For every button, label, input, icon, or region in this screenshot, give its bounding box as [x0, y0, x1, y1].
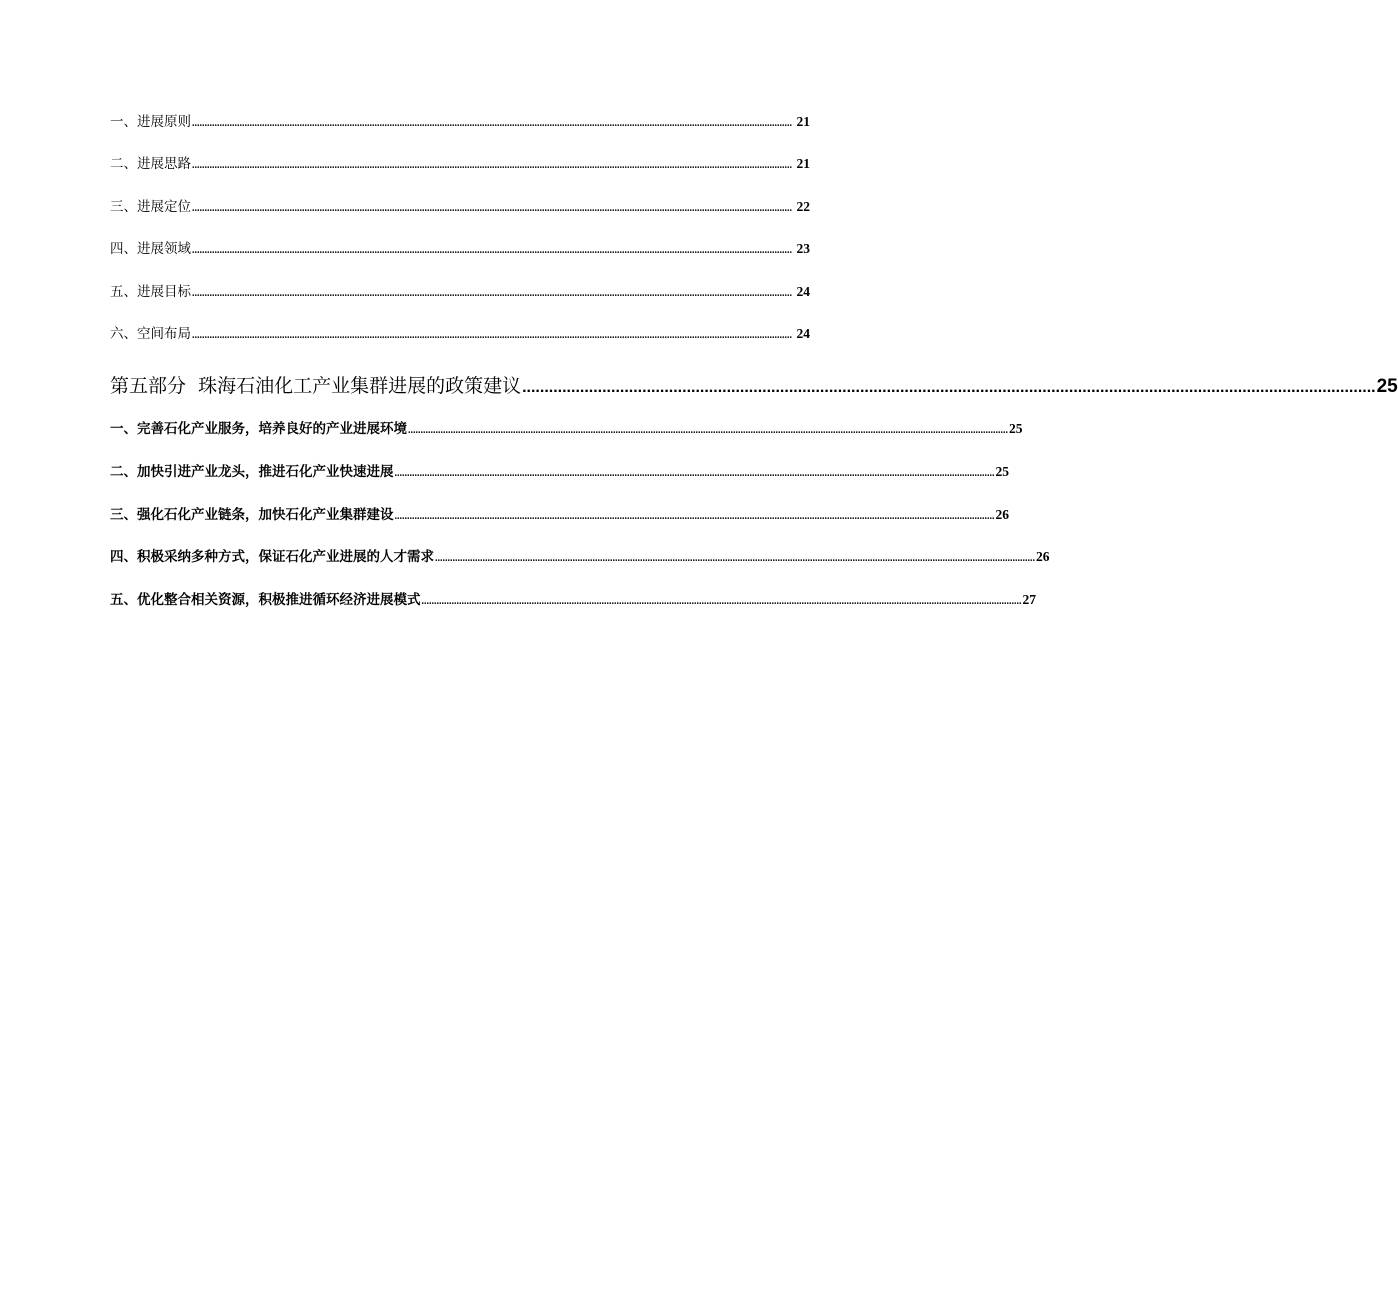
- dot-leader: ................................................................................................................................................................................................................................................: [394, 511, 995, 522]
- toc-entry[interactable]: [110, 112, 810, 132]
- dot-leader: ................................................................................................................................................................................................................................................: [192, 245, 792, 256]
- toc-entry-page: 21: [796, 156, 810, 171]
- toc-entry-page: 26: [995, 507, 1009, 522]
- toc-entry[interactable]: [110, 590, 1036, 610]
- toc-entry[interactable]: [110, 505, 1009, 525]
- toc-entry[interactable]: [110, 462, 1009, 482]
- dot-leader: ................................................................................................................................................................................................................................................: [192, 330, 792, 341]
- toc-entry-page: 25: [995, 464, 1009, 479]
- toc-entry-page: 25: [1009, 421, 1023, 436]
- dot-leader: ................................................................................................................................................................................................................................................: [408, 425, 1008, 436]
- toc-entry-label: 四、进展领域: [110, 241, 191, 257]
- toc-entry[interactable]: [110, 154, 810, 174]
- dot-leader: ................................................................................................................................................................................................................................................: [394, 468, 995, 479]
- toc-part-page: 25: [1376, 376, 1398, 397]
- toc-entry[interactable]: [110, 282, 810, 302]
- dot-leader: ................................................................................................................................................................................................................................................: [192, 160, 792, 171]
- toc-part-label: 第五部分 珠海石油化工产业集群进展的政策建议: [110, 375, 522, 397]
- toc-entry-label: 二、进展思路: [110, 156, 191, 172]
- toc-entry-page: 26: [1036, 549, 1050, 564]
- toc-entry-page: 21: [796, 114, 810, 129]
- toc-entry-label: 二、加快引进产业龙头，推进石化产业快速进展: [110, 464, 394, 480]
- toc-entry[interactable]: [110, 324, 810, 344]
- dot-leader: ................................................................................................................................................................................................................................................: [435, 553, 1035, 564]
- toc-entry-page: 27: [1022, 592, 1036, 607]
- toc-entry-label: 三、进展定位: [110, 199, 191, 215]
- toc-entry-label: 六、空间布局: [110, 326, 191, 342]
- toc-entry-label: 四、积极采纳多种方式，保证石化产业进展的人才需求: [110, 549, 434, 565]
- toc-entry-label: 五、进展目标: [110, 284, 191, 300]
- toc-entry-label: 一、进展原则: [110, 114, 191, 130]
- dot-leader: ................................................................................................................................................................................................................................................: [192, 203, 792, 214]
- dot-leader: ................................................................................................................................................................................................................................................: [421, 596, 1022, 607]
- toc-entry-label: 一、完善石化产业服务，培养良好的产业进展环境: [110, 421, 407, 437]
- toc-entry-page: 24: [796, 284, 810, 299]
- dot-leader: ................................................................................................................................................................................................................................................: [192, 118, 792, 129]
- toc-part-entry[interactable]: [110, 372, 1398, 400]
- toc-entry-label: 三、强化石化产业链条，加快石化产业集群建设: [110, 507, 394, 523]
- toc-entry[interactable]: [110, 239, 810, 259]
- dot-leader: ................................................................................................................................................................................................: [522, 379, 1376, 396]
- toc-entry[interactable]: [110, 419, 1023, 439]
- toc-entry-page: 24: [796, 326, 810, 341]
- toc-entry-label: 五、优化整合相关资源，积极推进循环经济进展模式: [110, 592, 421, 608]
- toc-entry-page: 23: [796, 241, 810, 256]
- dot-leader: ................................................................................................................................................................................................................................................: [192, 288, 792, 299]
- toc-entry-page: 22: [796, 199, 810, 214]
- toc-entry[interactable]: [110, 197, 810, 217]
- toc-entry[interactable]: [110, 547, 1050, 567]
